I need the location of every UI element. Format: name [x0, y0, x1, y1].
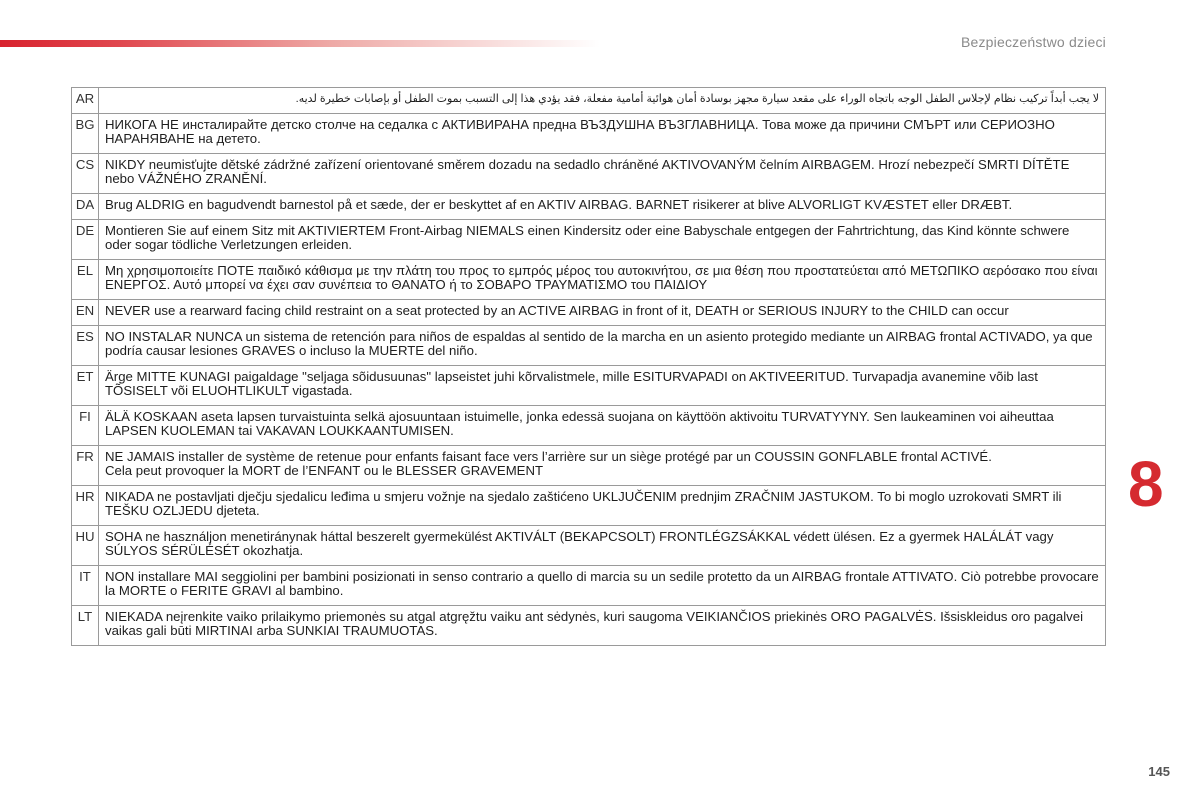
- chapter-number: 8: [1128, 448, 1164, 520]
- language-code: AR: [72, 88, 99, 114]
- table-row: [72, 194, 1106, 220]
- table-row: [72, 446, 1106, 486]
- airbag-warning-table: [71, 87, 1106, 646]
- language-code: CS: [72, 154, 99, 194]
- page-number: 145: [1148, 764, 1170, 779]
- language-code: EN: [72, 300, 99, 326]
- language-code: HU: [72, 526, 99, 566]
- table-row: [72, 366, 1106, 406]
- warning-text: NIEKADA neįrenkite vaiko prilaikymo priemonės su atgal atgręžtu vaiku ant sėdynės, kuri saugoma VEIKIANČIOS priekinės ORO PAGALVĖS. Išsiskleidus oro pagalvei vaikas gali būti MIRTINAI arba SUNKIAI TRAUMUOTAS.: [99, 606, 1106, 646]
- language-code: LT: [72, 606, 99, 646]
- language-code: ET: [72, 366, 99, 406]
- language-code: BG: [72, 114, 99, 154]
- section-title: Bezpieczeństwo dzieci: [960, 34, 1106, 50]
- table-row: [72, 606, 1106, 646]
- warning-text: SOHA ne használjon menetiránynak háttal beszerelt gyermekülést AKTIVÁLT (BEKAPCSOLT) FRONTLÉGZSÁKKAL védett ülésen. Ez a gyermek HALÁLÁT vagy SÚLYOS SÉRÜLÉSÉT okozhatja.: [99, 526, 1106, 566]
- table-row: [72, 406, 1106, 446]
- header-accent-bar: [0, 40, 600, 47]
- warning-text-cell: [99, 446, 1106, 486]
- table-row: [72, 260, 1106, 300]
- warning-text: Μη χρησιμοποιείτε ΠΟΤΕ παιδικό κάθισμα με την πλάτη του προς το εμπρός μέρος του αυτοκινήτου, σε μια θέση που προστατεύεται από ΜΕΤΩΠΙΚΟ αερόσακο που είναι ΕΝΕΡΓΟΣ. Αυτό μπορεί να έχει σαν συνέπεια το ΘΑΝΑΤΟ ή το ΣΟΒΑΡΟ ΤΡΑΥΜΑΤΙΣΜΟ του ΠΑΙΔΙΟΥ: [99, 260, 1106, 300]
- warning-text: ÄLÄ KOSKAAN aseta lapsen turvaistuinta selkä ajosuuntaan istuimelle, jonka edessä suojana on käyttöön aktivoitu TURVATYYNY. Sen laukeaminen voi aiheuttaa LAPSEN KUOLEMAN tai VAKAVAN LOUKKAANTUMISEN.: [99, 406, 1106, 446]
- table-row: [72, 154, 1106, 194]
- table-row: [72, 114, 1106, 154]
- language-code: DE: [72, 220, 99, 260]
- language-code: IT: [72, 566, 99, 606]
- warning-text: NE JAMAIS installer de système de retenue pour enfants faisant face vers l’arrière sur un siège protégé par un COUSSIN GONFLABLE frontal ACTIVÉ.: [105, 449, 992, 464]
- table-row: [72, 566, 1106, 606]
- table-row: [72, 486, 1106, 526]
- warning-text: НИКОГА НЕ инсталирайте детско столче на седалка с АКТИВИРАНА предна ВЪЗДУШНА ВЪЗГЛАВНИЦА. Това може да причини СМЪРТ или СЕРИОЗНО НАРАНЯВАНЕ на детето.: [99, 114, 1106, 154]
- warning-text-consequence: Cela peut provoquer la MORT de l’ENFANT ou le BLESSER GRAVEMENT: [105, 463, 544, 478]
- language-code: EL: [72, 260, 99, 300]
- warning-text: Ärge MITTE KUNAGI paigaldage "seljaga sõidusuunas" lapseistet juhi kõrvalistmele, mille ESITURVAPADI on AKTIVEERITUD. Turvapadja avanemine võib last TÕSISELT või ELUOHTLIKULT vigastada.: [99, 366, 1106, 406]
- language-code: HR: [72, 486, 99, 526]
- table-row: [72, 326, 1106, 366]
- warning-text: NIKADA ne postavljati dječju sjedalicu leđima u smjeru vožnje na sjedalo zaštićeno UKLJUČENIM prednjim ZRAČNIM JASTUKOM. To bi moglo uzrokovati SMRT ili TEŠKU OZLJEDU djeteta.: [99, 486, 1106, 526]
- warning-text: Montieren Sie auf einem Sitz mit AKTIVIERTEM Front-Airbag NIEMALS einen Kindersitz oder eine Babyschale entgegen der Fahrtrichtung, das Kind könnte schwere oder sogar tödliche Verletzungen erleiden.: [99, 220, 1106, 260]
- warning-text: لا يجب أبداً تركيب نظام لإجلاس الطفل الوجه باتجاه الوراء على مقعد سيارة مجهز بوسادة أمان هوائية أمامية مفعلة، فقد يؤدي هذا إلى التسبب بموت الطفل أو بإصابات خطيرة لديه.: [99, 88, 1106, 114]
- table-row: [72, 220, 1106, 260]
- language-code: FI: [72, 406, 99, 446]
- warning-text: NEVER use a rearward facing child restraint on a seat protected by an ACTIVE AIRBAG in front of it, DEATH or SERIOUS INJURY to the CHILD can occur: [99, 300, 1106, 326]
- language-code: FR: [72, 446, 99, 486]
- warning-text: Brug ALDRIG en bagudvendt barnestol på et sæde, der er beskyttet af en AKTIV AIRBAG. BARNET risikerer at blive ALVORLIGT KVÆSTET eller DRÆBT.: [99, 194, 1106, 220]
- table-row: [72, 300, 1106, 326]
- warning-text: NIKDY neumisťujte dětské zádržné zařízení orientované směrem dozadu na sedadlo chráněné AKTIVOVANÝM čelním AIRBAGEM. Hrozí nebezpečí SMRTI DÍTĚTE nebo VÁŽNÉHO ZRANĚNÍ.: [99, 154, 1106, 194]
- table-row: [72, 526, 1106, 566]
- warning-text: NON installare MAI seggiolini per bambini posizionati in senso contrario a quello di marcia su un sedile protetto da un AIRBAG frontale ATTIVATO. Ciò potrebbe provocare la MORTE o FERITE GRAVI al bambino.: [99, 566, 1106, 606]
- language-code: DA: [72, 194, 99, 220]
- table-row: [72, 88, 1106, 114]
- warning-text: NO INSTALAR NUNCA un sistema de retención para niños de espaldas al sentido de la marcha en un asiento protegido mediante un AIRBAG frontal ACTIVADO, ya que podría causar lesiones GRAVES o incluso la MUERTE del niño.: [99, 326, 1106, 366]
- language-code: ES: [72, 326, 99, 366]
